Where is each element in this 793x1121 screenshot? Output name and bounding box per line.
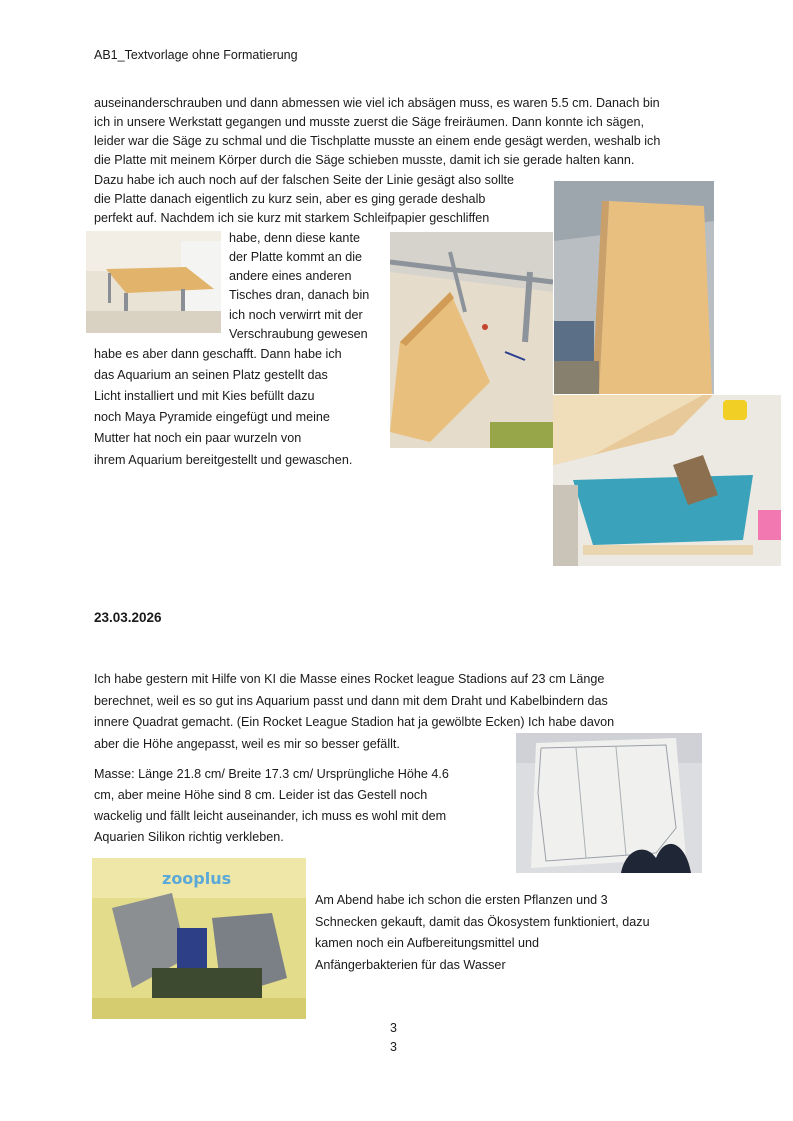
text-line: ich in unsere Werkstatt gegangen und musste zuerst die Säge freiräumen. Dann konnte ich sägen, [94,115,645,129]
text-line: noch Maya Pyramide eingefügt und meine [94,410,330,424]
text-line: kamen noch ein Aufbereitungsmittel und [315,936,540,950]
text-line: Am Abend habe ich schon die ersten Pflanzen und 3 [315,893,608,907]
text-line: perfekt auf. Nachdem ich sie kurz mit starkem Schleifpapier geschliffen [94,211,490,225]
entry-date: 23.03.2026 [94,610,162,625]
wooden-plate-photo [554,181,714,394]
text-line: cm, aber meine Höhe sind 8 cm. Leider ist das Gestell noch [94,788,428,802]
text-line: Mutter hat noch ein paar wurzeln von [94,431,302,445]
page-number: 3 [390,1040,397,1054]
text-line: berechnet, weil es so gut ins Aquarium passt und dann mit dem Draht und Kabelbindern das [94,694,608,708]
text-line: ich noch verwirrt mit der [229,308,363,322]
text-line: Ich habe gestern mit Hilfe von KI die Masse eines Rocket league Stadions auf 23 cm Länge [94,672,605,686]
text-line: auseinanderschrauben und dann abmessen wie viel ich absägen muss, es waren 5.5 cm. Danach bin [94,96,660,110]
text-line: Licht installiert und mit Kies befüllt dazu [94,389,315,403]
wire-frame-photo [516,733,702,873]
page-number: 3 [390,1021,397,1035]
table-frame-photo [390,232,553,448]
text-line: die Platte danach eigentlich zu kurz sein, aber es ging gerade deshalb [94,192,486,206]
desk-photo [86,231,221,333]
text-line: Masse: Länge 21.8 cm/ Breite 17.3 cm/ Ursprüngliche Höhe 4.6 [94,767,449,781]
text-line: der Platte kommt an die [229,250,362,264]
text-line: die Platte mit meinem Körper durch die Säge schieben musste, damit ich sie gerade halten kann. [94,153,635,167]
svg-text:zooplus: zooplus [162,869,232,888]
text-line: aber die Höhe angepasst, weil es mir so besser gefällt. [94,737,400,751]
text-line: Anfängerbakterien für das Wasser [315,958,506,972]
text-line: habe, denn diese kante [229,231,360,245]
text-line: leider war die Säge zu schmal und die Tischplatte musste an einem ende gesägt werden, weshalb ich [94,134,661,148]
plants-bag-photo [92,858,306,1019]
text-line: Schnecken gekauft, damit das Ökosystem funktioniert, dazu [315,915,650,929]
text-line: das Aquarium an seinen Platz gestellt das [94,368,328,382]
text-line: Dazu habe ich auch noch auf der falschen Seite der Linie gesägt also sollte [94,173,515,187]
text-line: ihrem Aquarium bereitgestellt und gewaschen. [94,453,353,467]
text-line: Aquarien Silikon richtig verkleben. [94,830,284,844]
aquarium-photo [553,395,781,566]
text-line: wackelig und fällt leicht auseinander, ich muss es wohl mit dem [94,809,447,823]
text-line: Verschraubung gewesen [229,327,368,341]
text-line: innere Quadrat gemacht. (Ein Rocket League Stadion hat ja gewölbte Ecken) Ich habe davon [94,715,615,729]
document-header: AB1_Textvorlage ohne Formatierung [94,48,298,62]
text-line: Tisches dran, danach bin [229,288,370,302]
text-line: habe es aber dann geschafft. Dann habe ich [94,347,342,361]
text-line: andere eines anderen [229,269,352,283]
